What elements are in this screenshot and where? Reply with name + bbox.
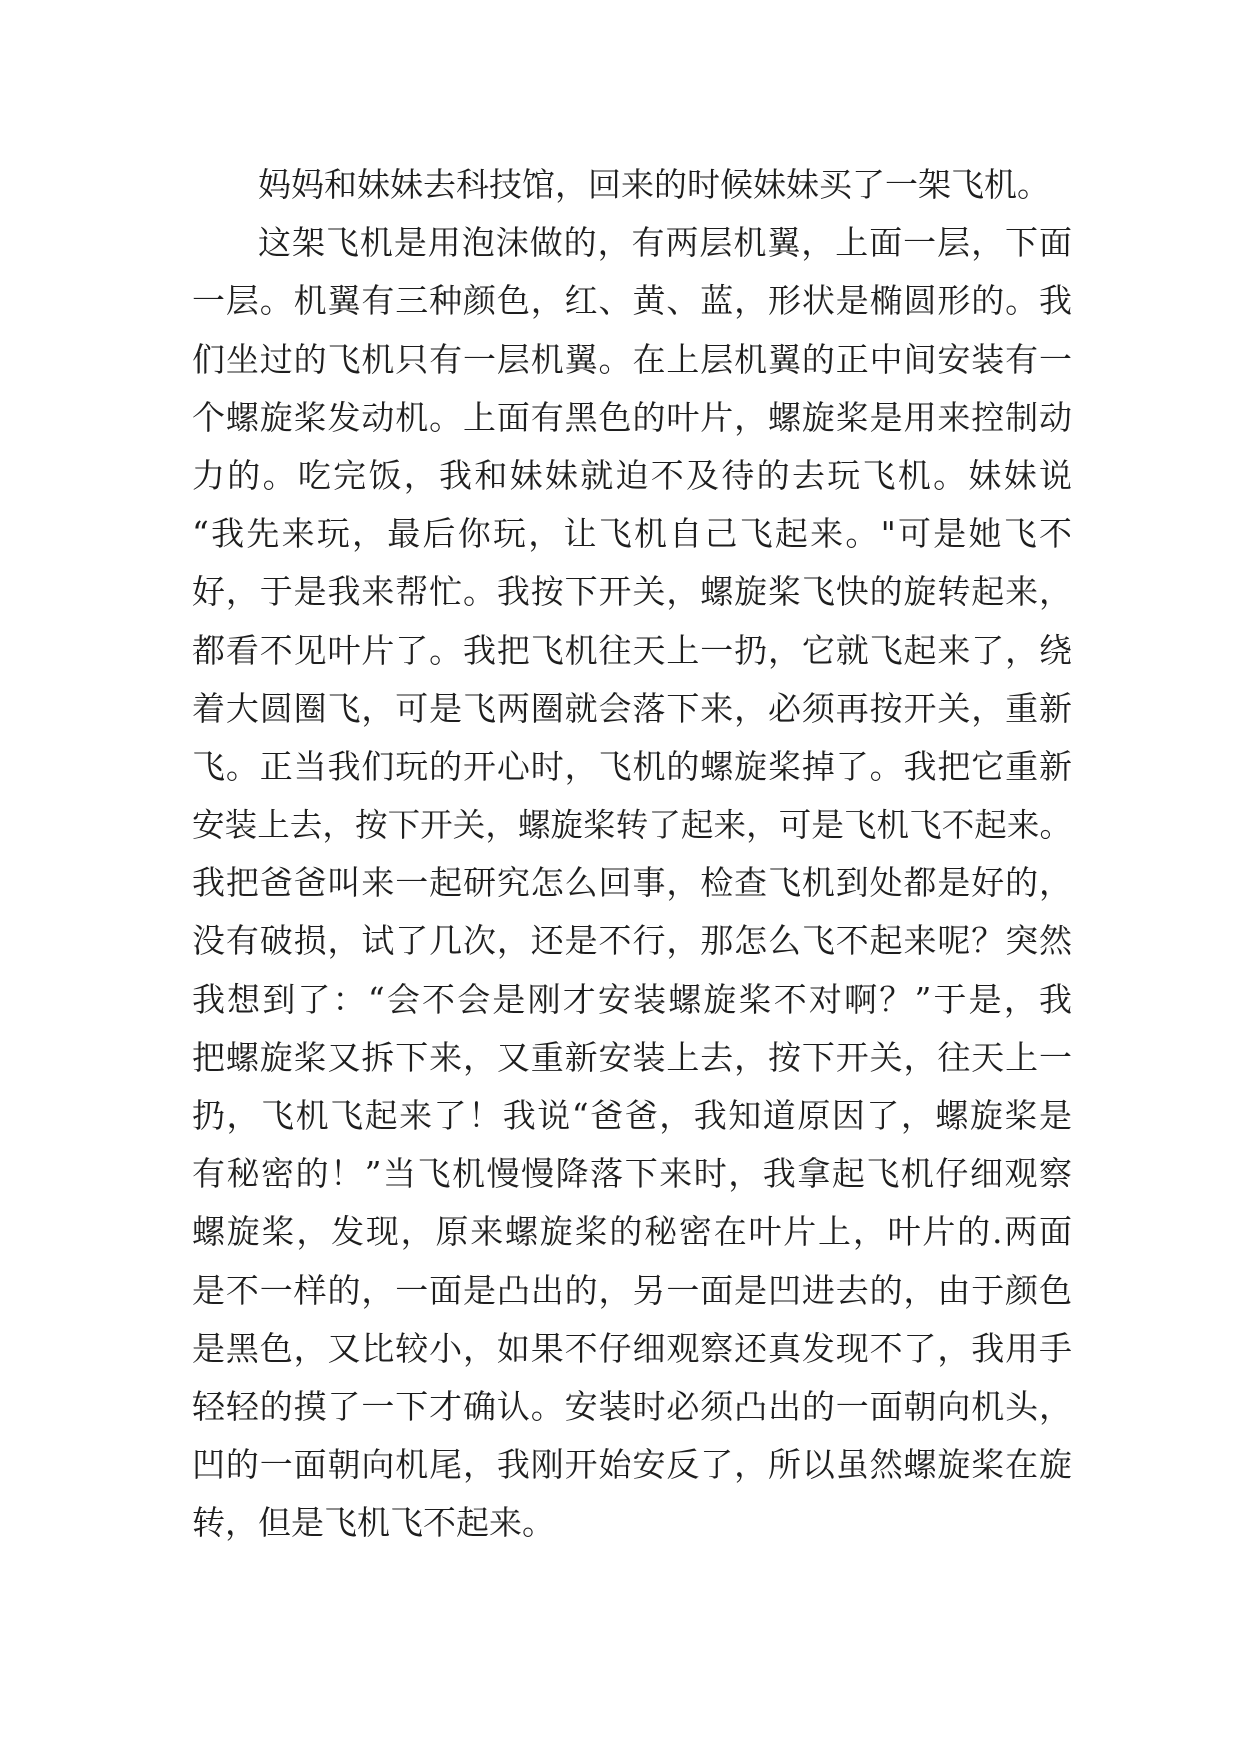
paragraph-2-line-16: 扔，飞机飞起来了！我说“爸爸，我知道原因了，螺旋桨是 [192, 1096, 1072, 1135]
paragraph-2-line-1: 这架飞机是用泡沫做的，有两层机翼，上面一层，下面 [258, 223, 1072, 263]
paragraph-2-line-14: 我想到了：“会不会是刚才安装螺旋桨不对啊？”于是，我 [192, 979, 1072, 1019]
paragraph-2-line-8: 都看不见叶片了。我把飞机往天上一扔，它就飞起来了，绕 [192, 630, 1072, 670]
paragraph-2-line-5: 力的。吃完饭，我和妹妹就迫不及待的去玩飞机。妹妹说 [192, 455, 1072, 495]
paragraph-2-line-15: 把螺旋桨又拆下来，又重新安装上去，按下开关，往天上一 [192, 1037, 1072, 1077]
paragraph-2-line-12: 我把爸爸叫来一起研究怎么回事，检查飞机到处都是好的， [192, 863, 1072, 903]
essay-body [192, 156, 1072, 1553]
paragraph-2-line-10: 飞。正当我们玩的开心时，飞机的螺旋桨掉了。我把它重新 [192, 746, 1072, 786]
paragraph-2-line-7: 好，于是我来帮忙。我按下开关，螺旋桨飞快的旋转起来， [192, 572, 1072, 612]
paragraph-2-line-19: 是不一样的，一面是凸出的，另一面是凹进去的，由于颜色 [192, 1270, 1072, 1310]
paragraph-2-line-9: 着大圆圈飞，可是飞两圈就会落下来，必须再按开关，重新 [192, 688, 1072, 728]
paragraph-1-line-1: 妈妈和妹妹去科技馆，回来的时候妹妹买了一架飞机。 [258, 165, 1050, 204]
paragraph-2-line-22: 凹的一面朝向机尾，我刚开始安反了，所以虽然螺旋桨在旋 [192, 1445, 1072, 1485]
paragraph-2-line-18: 螺旋桨，发现，原来螺旋桨的秘密在叶片上，叶片的.两面 [192, 1212, 1072, 1252]
paragraph-2-line-6: “我先来玩，最后你玩，让飞机自己飞起来。"可是她飞不 [192, 514, 1072, 554]
paragraph-2-line-3: 们坐过的飞机只有一层机翼。在上层机翼的正中间安装有一 [192, 339, 1072, 379]
paragraph-2-line-11: 安装上去，按下开关，螺旋桨转了起来，可是飞机飞不起来。 [192, 806, 1072, 845]
paragraph-2-line-17: 有秘密的！”当飞机慢慢降落下来时，我拿起飞机仔细观察 [192, 1154, 1072, 1194]
paragraph-2-line-2: 一层。机翼有三种颜色，红、黄、蓝，形状是椭圆形的。我 [192, 281, 1072, 321]
paragraph-2-line-21: 轻轻的摸了一下才确认。安装时必须凸出的一面朝向机头， [192, 1386, 1072, 1426]
paragraph-2-line-20: 是黑色，又比较小，如果不仔细观察还真发现不了，我用手 [192, 1328, 1072, 1368]
paragraph-2-line-4: 个螺旋桨发动机。上面有黑色的叶片，螺旋桨是用来控制动 [192, 397, 1072, 437]
paragraph-2-line-23: 转，但是飞机飞不起来。 [192, 1503, 555, 1543]
paragraph-2-line-13: 没有破损，试了几次，还是不行，那怎么飞不起来呢？突然 [192, 921, 1072, 961]
